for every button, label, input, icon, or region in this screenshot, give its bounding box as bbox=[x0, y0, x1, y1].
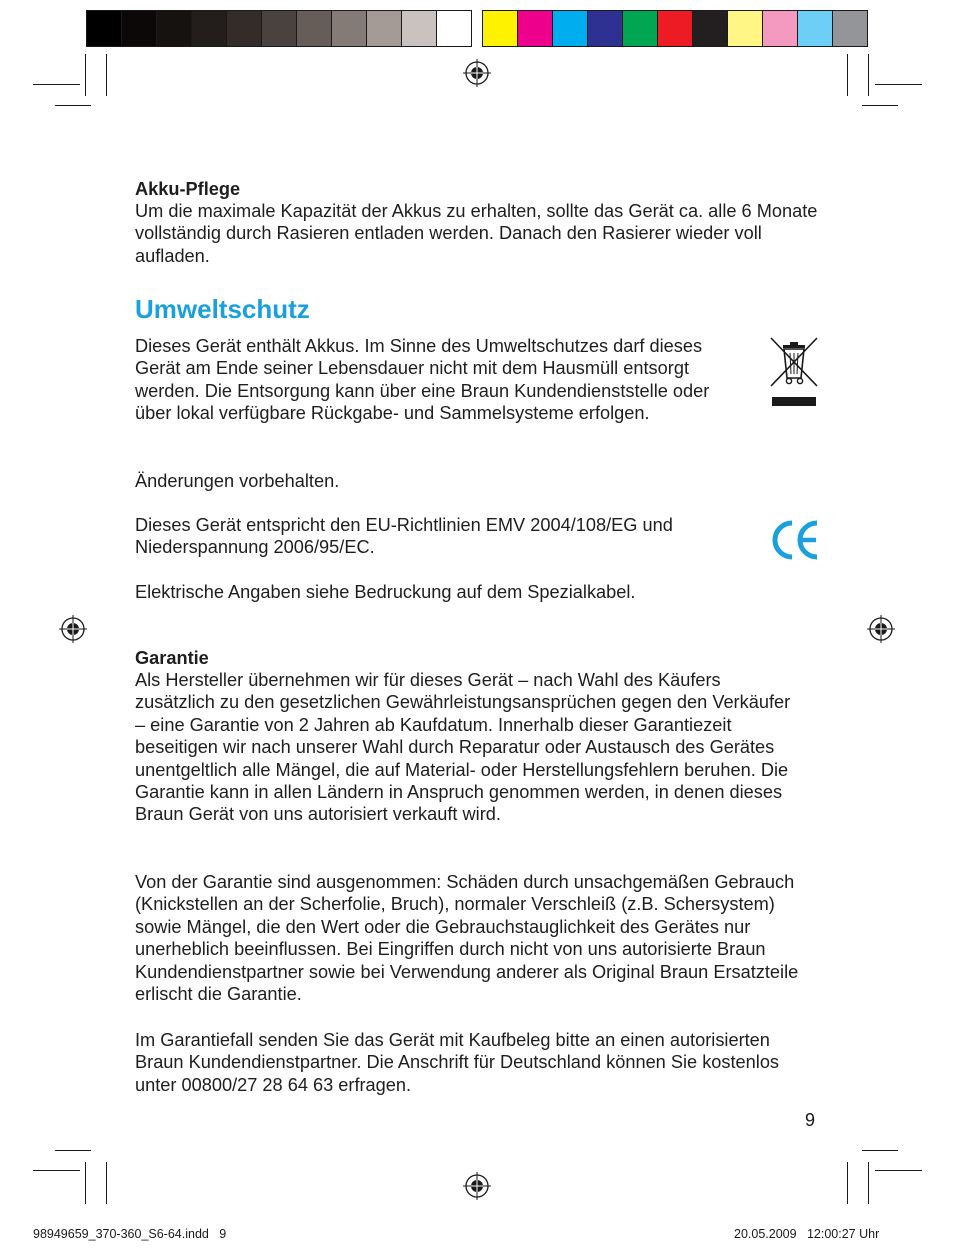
gray-swatch bbox=[262, 11, 297, 46]
color-swatch bbox=[658, 11, 693, 46]
umwelt-paragraph-3: Dieses Gerät entspricht den EU-Richtlinien EMV 2004/108/EG und Niederspannung 2006/95/EC. bbox=[135, 515, 673, 558]
color-swatch bbox=[483, 11, 518, 46]
color-swatch bbox=[728, 11, 763, 46]
color-swatch bbox=[763, 11, 798, 46]
umwelt-paragraph-4: Elektrische Angaben siehe Bedruckung auf dem Spezialkabel. bbox=[135, 582, 636, 602]
gray-swatch bbox=[437, 11, 471, 46]
umwelt-paragraph-2: Änderungen vorbehalten. bbox=[135, 471, 340, 491]
grayscale-color-bar bbox=[86, 10, 472, 47]
color-swatch bbox=[623, 11, 658, 46]
gray-swatch bbox=[227, 11, 262, 46]
registration-mark-icon bbox=[463, 59, 491, 87]
gray-swatch bbox=[122, 11, 157, 46]
crossed-out-wheelie-bin-icon bbox=[768, 336, 820, 408]
garantie-paragraph-3: Im Garantiefall senden Sie das Gerät mit Kaufbeleg bitte an einen autorisierten Braun Kundendienstpartner. Die Anschrift für Deutschland können Sie kostenlos unter 00800/27 28 64 63 erfragen. bbox=[135, 1030, 780, 1095]
garantie-paragraph-1: Als Hersteller übernehmen wir für dieses Gerät – nach Wahl des Käufers zusätzlich zu den gesetzlichen Gewährleistungsansprüchen gegen den Verkäufer – eine Garantie von 2 Jahren ab Kaufdatum. Innerhalb dieser Garantiezeit beseitigen wir nach unserer Wahl durch Reparatur oder Austausch des Gerätes unentgeltlich alle Mängel, die auf Material- oder Herstellungsfehlern beruhen. Die Garantie kann in allen Ländern in Anspruch genommen werden, in denen dieses Braun Gerät von uns autorisiert verkauft wird. bbox=[135, 670, 791, 825]
registration-mark-icon bbox=[59, 615, 87, 643]
umwelt-paragraph-1: Dieses Gerät enthält Akkus. Im Sinne des Umweltschutzes darf dieses Gerät am Ende seiner Lebensdauer nicht mit dem Hausmüll entsorgt werden. Die Entsorgung kann über eine Braun Kundendienststelle oder über lokal verfügbare Rückgabe- und Sammelsysteme erfolgen. bbox=[135, 336, 710, 424]
process-color-bar bbox=[482, 10, 868, 47]
garantie-paragraph-2: Von der Garantie sind ausgenommen: Schäden durch unsachgemäßen Gebrauch (Knickstellen an der Scherfolie, Bruch), normaler Verschleiß (z.B. Schersystem) sowie Mängel, die den Wert oder die Gebrauchstauglichkeit des Gerätes nur unerheblich beeinflussen. Bei Eingriffen durch nicht von uns autorisierte Braun Kundendienstpartner sowie bei Verwendung anderer als Original Braun Ersatzteile erlischt die Garantie. bbox=[135, 872, 799, 1005]
gray-swatch bbox=[297, 11, 332, 46]
page-number: 9 bbox=[805, 1110, 816, 1130]
umwelt-heading: Umweltschutz bbox=[135, 294, 310, 324]
color-swatch bbox=[553, 11, 588, 46]
color-swatch bbox=[798, 11, 833, 46]
registration-mark-icon bbox=[463, 1172, 491, 1200]
gray-swatch bbox=[192, 11, 227, 46]
gray-swatch bbox=[332, 11, 367, 46]
gray-swatch bbox=[367, 11, 402, 46]
footer-filename: 98949659_370-360_S6-64.indd 9 bbox=[33, 1227, 227, 1241]
akku-text: Um die maximale Kapazität der Akkus zu erhalten, sollte das Gerät ca. alle 6 Monate vollständig durch Rasieren entladen werden. Danach den Rasierer wieder voll aufladen. bbox=[135, 201, 818, 266]
footer-timestamp: 20.05.2009 12:00:27 Uhr bbox=[734, 1227, 880, 1241]
color-swatch bbox=[588, 11, 623, 46]
color-swatch bbox=[518, 11, 553, 46]
ce-mark-icon bbox=[768, 516, 822, 564]
gray-swatch bbox=[402, 11, 437, 46]
color-swatch bbox=[693, 11, 728, 46]
gray-swatch bbox=[87, 11, 122, 46]
color-swatch bbox=[833, 11, 867, 46]
akku-heading: Akku-Pflege bbox=[135, 179, 241, 199]
registration-mark-icon bbox=[867, 615, 895, 643]
gray-swatch bbox=[157, 11, 192, 46]
garantie-heading: Garantie bbox=[135, 648, 209, 668]
